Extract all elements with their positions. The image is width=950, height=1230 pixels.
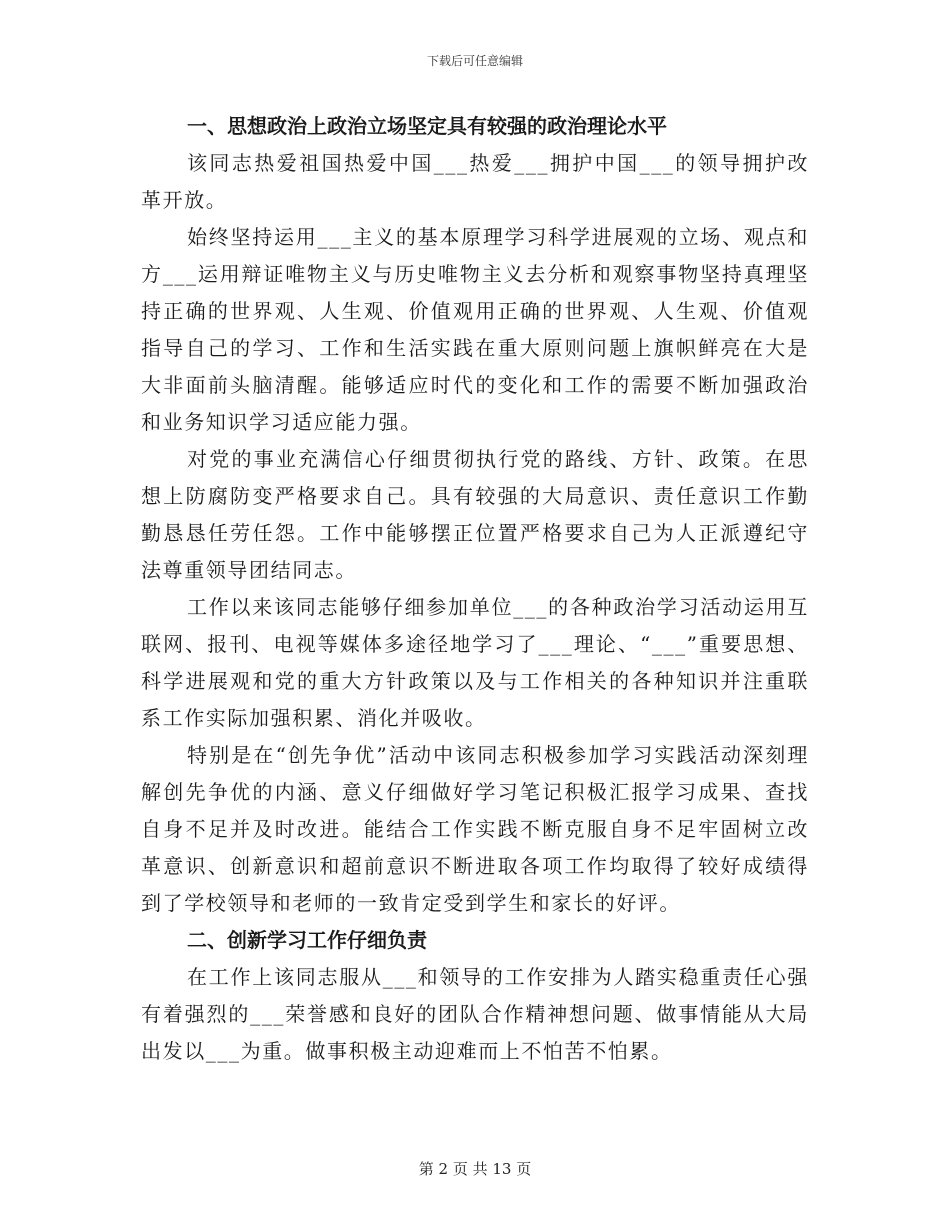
header-note: 下载后可任意编辑 [426, 54, 523, 68]
paragraph: 始终坚持运用___主义的基本原理学习科学进展观的立场、观点和方___运用辩证唯物主义与历史唯物主义去分析和观察事物坚持真理坚持正确的世界观、人生观、价值观用正确的世界观、人生观、价值观指导自己的学习、工作和生活实践在重大原则问题上旗帜鲜亮在大是大非面前头脑清醒。能够适应时代的变化和工作的需要不断加强政治和业务知识学习适应能力强。 [141, 225, 809, 434]
paragraph: 对党的事业充满信心仔细贯彻执行党的路线、方针、政策。在思想上防腐防变严格要求自己。具有较强的大局意识、责任意识工作勤勤恳恳任劳任怨。工作中能够摆正位置严格要求自己为人正派遵纪守法尊重领导团结同志。 [141, 447, 809, 582]
section-heading: 一、思想政治上政治立场坚定具有较强的政治理论水平 [187, 114, 667, 138]
paragraph: 在工作上该同志服从___和领导的工作安排为人踏实稳重责任心强有着强烈的___荣誉感和良好的团队合作精神想问题、做事情能从大局出发以___为重。做事积极主动迎难而上不怕苦不怕累。 [141, 965, 809, 1063]
document-body [141, 108, 809, 1070]
paragraph: 该同志热爱祖国热爱中国___热爱___拥护中国___的领导拥护改革开放。 [141, 151, 809, 212]
page-number: 第 2 页 共 13 页 [418, 1160, 532, 1178]
paragraph: 特别是在“创先争优”活动中该同志积极参加学习实践活动深刻理解创先争优的内涵、意义仔细做好学习笔记积极汇报学习成果、查找自身不足并及时改进。能结合工作实践不断克服自身不足牢固树立改革意识、创新意识和超前意识不断进取各项工作均取得了较好成绩得到了学校领导和老师的一致肯定受到学生和家长的好评。 [141, 743, 809, 915]
paragraph: 工作以来该同志能够仔细参加单位___的各种政治学习活动运用互联网、报刊、电视等媒体多途径地学习了___理论、“___”重要思想、科学进展观和党的重大方针政策以及与工作相关的各种知识并注重联系工作实际加强积累、消化并吸收。 [141, 595, 809, 730]
section-heading: 二、创新学习工作仔细负责 [187, 928, 427, 952]
